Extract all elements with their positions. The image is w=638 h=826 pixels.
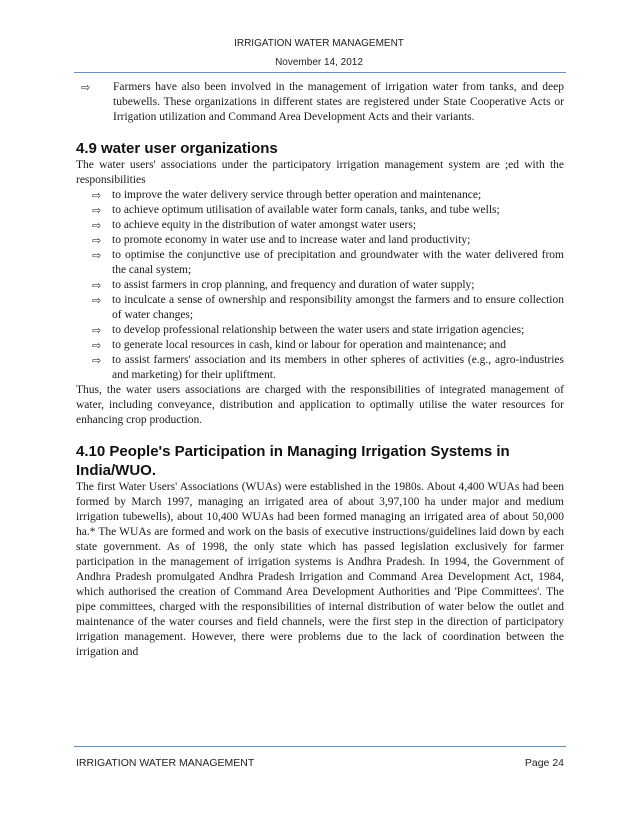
section-intro: The water users' associations under the participatory irrigation management system are ;ed with the responsibilities	[76, 159, 564, 186]
list-item	[76, 293, 564, 323]
list-item-text: to develop professional relationship between the water users and state irrigation agencies;	[112, 324, 525, 336]
list-item	[76, 248, 564, 278]
list-item-text: to generate local resources in cash, kind or labour for operation and maintenance; and	[112, 339, 507, 351]
section-heading-4-10: 4.10 People's Participation in Managing Irrigation Systems in India/WUO.	[76, 443, 510, 479]
arrow-right-icon: ⇨	[92, 189, 102, 202]
list-item-text: to achieve equity in the distribution of water amongst water users;	[112, 219, 417, 231]
intro-bullet-list	[76, 80, 564, 125]
page-number: Page 24	[524, 757, 564, 769]
list-item	[76, 233, 564, 248]
arrow-right-icon: ⇨	[92, 354, 102, 367]
arrow-right-icon: ⇨	[81, 81, 91, 94]
list-item-text: Farmers have also been involved in the management of irrigation water from tanks, and deep tubewells. These organizations in different states are registered under State Cooperative Acts or Irrigation utilization and Command Area Development Acts and their variants.	[113, 81, 564, 123]
section-heading-4-9: 4.9 water user organizations	[76, 140, 278, 157]
list-item	[76, 353, 564, 383]
arrow-right-icon: ⇨	[92, 339, 102, 352]
list-item-text: to improve the water delivery service through better operation and maintenance;	[112, 189, 482, 201]
list-item	[76, 203, 564, 218]
list-item-text: to assist farmers' association and its members in other spheres of activities (e.g., agro-industries and marketing) for their upliftment.	[112, 354, 564, 381]
list-item-text: to inculcate a sense of ownership and responsibility amongst the farmers and to ensure collection of water changes;	[112, 294, 564, 321]
list-item	[76, 218, 564, 233]
arrow-right-icon: ⇨	[92, 324, 102, 337]
footer-title: IRRIGATION WATER MANAGEMENT	[76, 757, 255, 769]
header-title: IRRIGATION WATER MANAGEMENT	[234, 38, 404, 49]
arrow-right-icon: ⇨	[92, 249, 102, 262]
arrow-right-icon: ⇨	[92, 279, 102, 292]
arrow-right-icon: ⇨	[92, 204, 102, 217]
page-content	[76, 80, 564, 660]
arrow-right-icon: ⇨	[92, 294, 102, 307]
header-date: November 14, 2012	[275, 57, 363, 68]
footer-divider	[74, 746, 566, 747]
list-item	[76, 338, 564, 353]
responsibilities-list	[76, 188, 564, 383]
section-body: The first Water Users' Associations (WUAs) were established in the 1980s. About 4,400 WUAs had been formed by March 1997, managing an irrigated area of about 3,97,100 ha under major and medium irrigation tubewells), about 10,400 WUAs had been formed managing an irrigated area of about 50,000 ha.* The WUAs are formed and work on the basis of executive instructions/guidelines laid down by each state government. As of 1998, the only state which has passed legislation exclusively for farmer participation in the management of irrigation systems is Andhra Pradesh. In 1994, the Government of Andhra Pradesh promulgated Andhra Pradesh Irrigation and Command Area Development Act, 1984, which authorised the creation of Command Area Development Authorities and 'Pipe Committees'. The pipe committees, charged with the responsibilities of internal distribution of water below the outlet and maintenance of the water courses and field channels, were the first step in the direction of participatory irrigation management. However, there were problems due to the lack of coordination between the irrigation and	[76, 481, 564, 658]
list-item-text: to promote economy in water use and to increase water and land productivity;	[112, 234, 471, 246]
list-item-text: to optimise the conjunctive use of precipitation and groundwater with the water delivered from the canal system;	[112, 249, 564, 276]
list-item-text: to assist farmers in crop planning, and frequency and duration of water supply;	[112, 279, 475, 291]
list-item	[76, 80, 564, 125]
list-item	[76, 278, 564, 293]
section-conclusion: Thus, the water users associations are charged with the responsibilities of integrated management of water, including conveyance, distribution and application to optimally utilise the water resources for enhancing crop production.	[76, 384, 564, 426]
list-item-text: to achieve optimum utilisation of available water form canals, tanks, and tube wells;	[112, 204, 500, 216]
arrow-right-icon: ⇨	[92, 234, 102, 247]
list-item	[76, 323, 564, 338]
list-item	[76, 188, 564, 203]
arrow-right-icon: ⇨	[92, 219, 102, 232]
header-divider	[74, 72, 566, 73]
